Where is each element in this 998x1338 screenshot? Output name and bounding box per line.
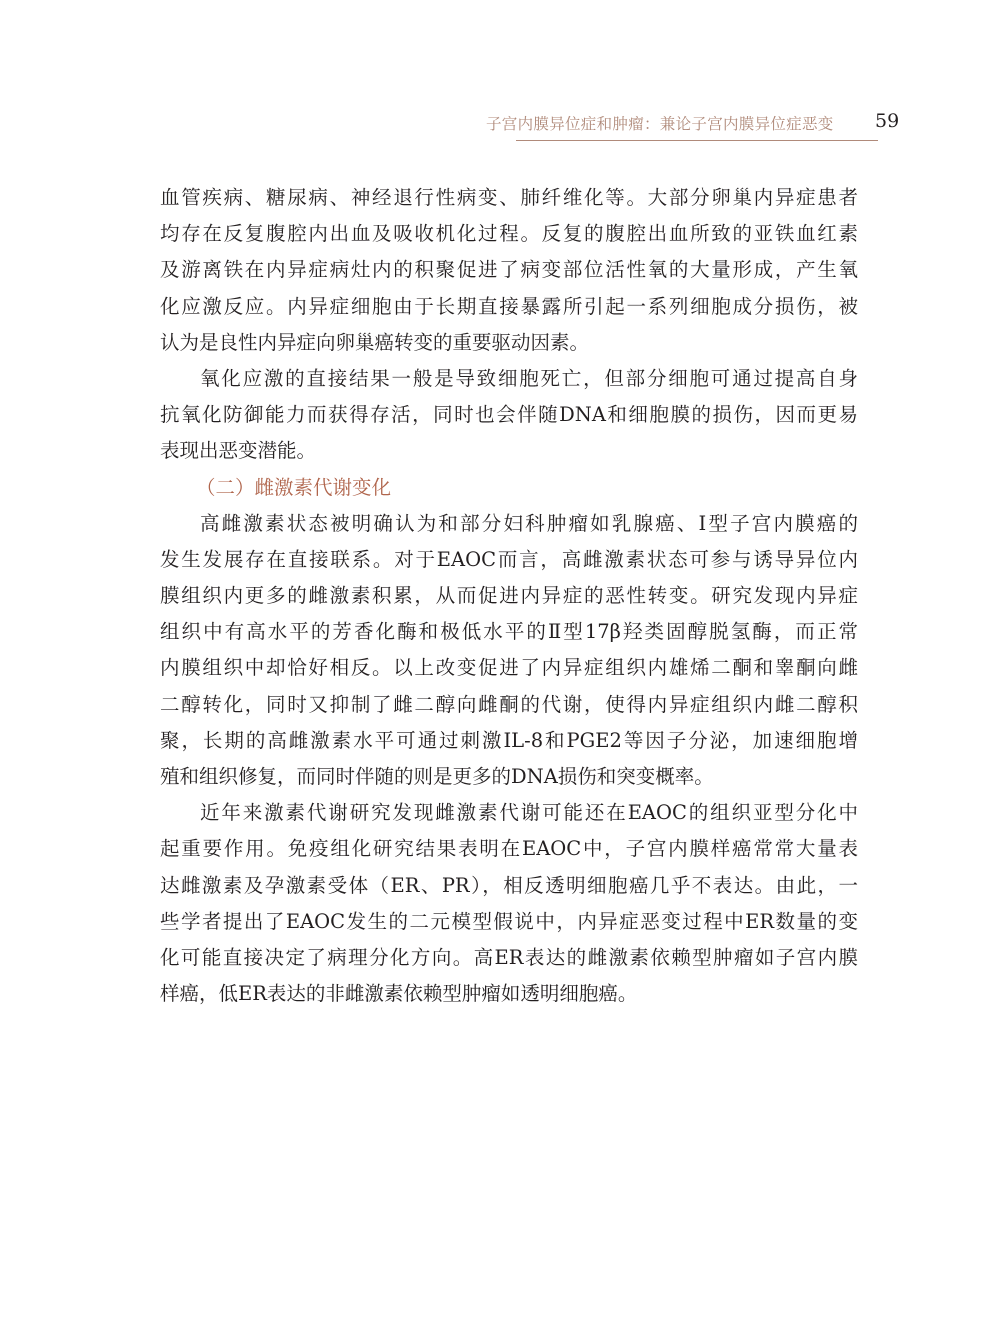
text-line: 二醇转化，同时又抑制了雌二醇向雌酮的代谢，使得内异症组织内雌二醇积 bbox=[160, 692, 858, 716]
text-line: 膜组织内更多的雌激素积累，从而促进内异症的恶性转变。研究发现内异症 bbox=[160, 584, 858, 608]
text-line: 起重要作用。免疫组化研究结果表明在EAOC中，子宫内膜样癌常常大量表 bbox=[160, 837, 858, 861]
page-number: 59 bbox=[875, 110, 900, 132]
text-line: 近年来激素代谢研究发现雌激素代谢可能还在EAOC的组织亚型分化中 bbox=[200, 801, 858, 825]
text-line: 氧化应激的直接结果一般是导致细胞死亡，但部分细胞可通过提高自身 bbox=[200, 366, 858, 390]
text-line: 均存在反复腹腔内出血及吸收机化过程。反复的腹腔出血所致的亚铁血红素 bbox=[160, 222, 858, 246]
text-line: 内膜组织中却恰好相反。以上改变促进了内异症组织内雄烯二酮和睾酮向雌 bbox=[160, 656, 858, 680]
text-line: 表现出恶变潜能。 bbox=[160, 439, 317, 463]
paragraph bbox=[160, 361, 858, 470]
text-line: 血管疾病、糖尿病、神经退行性病变、肺纤维化等。大部分卵巢内异症患者 bbox=[160, 186, 858, 209]
text-line: 组织中有高水平的芳香化酶和极低水平的Ⅱ型17β羟类固醇脱氢酶，而正常 bbox=[160, 620, 858, 644]
text-line: 抗氧化防御能力而获得存活，同时也会伴随DNA和细胞膜的损伤，因而更易 bbox=[160, 403, 858, 427]
text-line: 殖和组织修复，而同时伴随的则是更多的DNA损伤和突变概率。 bbox=[160, 765, 714, 788]
paragraph bbox=[160, 795, 858, 1012]
text-line: 样癌，低ER表达的非雌激素依赖型肿瘤如透明细胞癌。 bbox=[160, 982, 638, 1006]
text-line: 及游离铁在内异症病灶内的积聚促进了病变部位活性氧的大量形成，产生氧 bbox=[160, 258, 858, 282]
text-line: 认为是良性内异症向卵巢癌转变的重要驱动因素。 bbox=[160, 330, 590, 354]
paragraph bbox=[160, 180, 858, 361]
section-heading: （二）雌激素代谢变化 bbox=[196, 475, 392, 499]
text-line: 化应激反应。内异症细胞由于长期直接暴露所引起一系列细胞成分损伤，被 bbox=[160, 294, 858, 318]
text-line: 化可能直接决定了病理分化方向。高ER表达的雌激素依赖型肿瘤如子宫内膜 bbox=[160, 945, 858, 969]
text-line: 发生发展存在直接联系。对于EAOC而言，高雌激素状态可参与诱导异位内 bbox=[160, 547, 858, 571]
body-text bbox=[160, 180, 858, 1012]
text-line: 些学者提出了EAOC发生的二元模型假说中，内异症恶变过程中ER数量的变 bbox=[160, 909, 858, 933]
paragraph bbox=[160, 506, 858, 796]
text-line: 达雌激素及孕激素受体（ER、PR），相反透明细胞癌几乎不表达。由此，一 bbox=[160, 873, 858, 897]
header-rule bbox=[516, 140, 878, 141]
text-line: 聚，长期的高雌激素水平可通过刺激IL-8和PGE2等因子分泌，加速细胞增 bbox=[160, 728, 858, 752]
running-header: 子宫内膜异位症和肿瘤：兼论子宫内膜异位症恶变 bbox=[486, 115, 834, 133]
text-line: 高雌激素状态被明确认为和部分妇科肿瘤如乳腺癌、Ⅰ型子宫内膜癌的 bbox=[200, 511, 858, 535]
